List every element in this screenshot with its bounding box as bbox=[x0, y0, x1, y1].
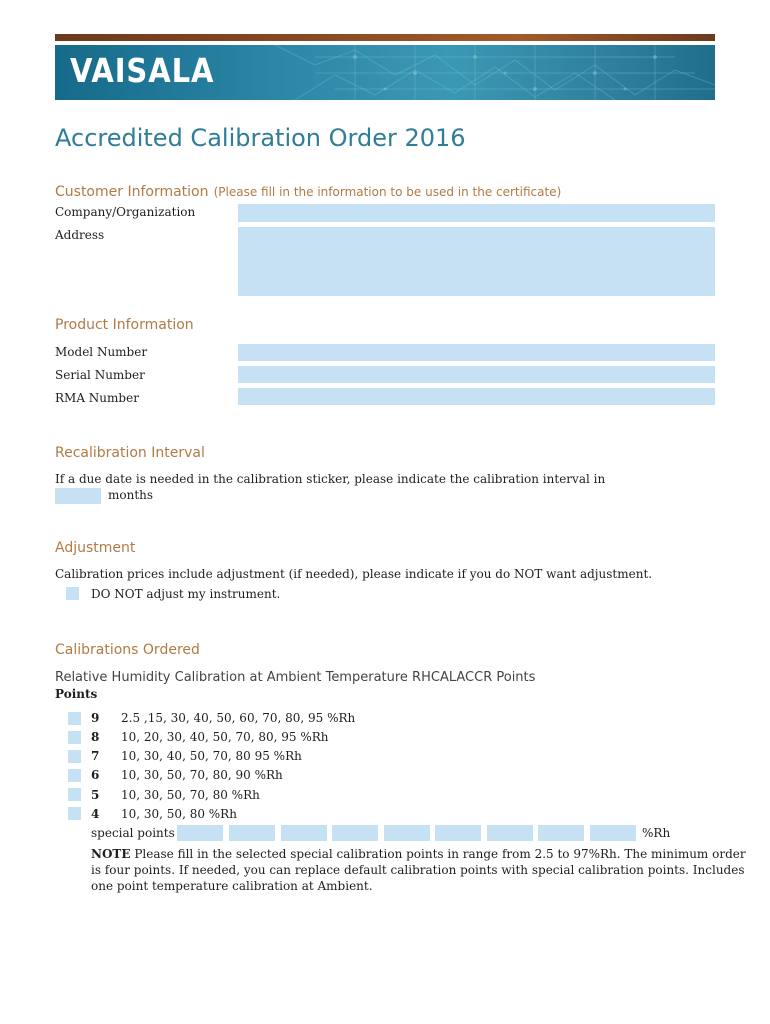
adjustment-text: Calibration prices include adjustment (if needed), please indicate if you do NOT want adjustment. bbox=[55, 567, 653, 581]
rh-calibration-subtitle: Relative Humidity Calibration at Ambient Temperature RHCALACCR Points bbox=[55, 670, 536, 685]
customer-section-note: (Please fill in the information to be used in the certificate) bbox=[213, 185, 562, 199]
option-5-points-checkbox[interactable] bbox=[68, 788, 81, 801]
special-point-field[interactable] bbox=[281, 825, 327, 841]
model-number-label: Model Number bbox=[55, 345, 148, 359]
note-line-3: one point temperature calibration at Ambient. bbox=[91, 879, 373, 893]
special-point-field[interactable] bbox=[332, 825, 378, 841]
recalibration-months-field[interactable] bbox=[55, 488, 101, 504]
special-point-field[interactable] bbox=[435, 825, 481, 841]
option-9-points-checkbox[interactable] bbox=[68, 712, 81, 725]
option-9-count: 9 bbox=[91, 711, 100, 725]
option-6-points: 10, 30, 50, 70, 80, 90 %Rh bbox=[121, 768, 283, 782]
product-section-title: Product Information bbox=[55, 317, 194, 333]
option-8-points: 10, 20, 30, 40, 50, 70, 80, 95 %Rh bbox=[121, 730, 329, 744]
option-8-points-checkbox[interactable] bbox=[68, 731, 81, 744]
special-point-field[interactable] bbox=[487, 825, 533, 841]
option-8-count: 8 bbox=[91, 730, 100, 744]
note-line-1: Please fill in the selected special calibration points in range from 2.5 to 97%Rh. The minimum order bbox=[134, 847, 746, 861]
points-label: Points bbox=[55, 687, 98, 701]
vaisala-logo: VAISALA bbox=[70, 51, 215, 90]
option-9-points: 2.5 ,15, 30, 40, 50, 60, 70, 80, 95 %Rh bbox=[121, 711, 356, 725]
calibrations-section-title: Calibrations Ordered bbox=[55, 642, 200, 658]
special-point-field[interactable] bbox=[384, 825, 430, 841]
recalibration-text: If a due date is needed in the calibration sticker, please indicate the calibration interval in bbox=[55, 472, 606, 486]
company-field[interactable] bbox=[238, 204, 715, 222]
option-5-points: 10, 30, 50, 70, 80 %Rh bbox=[121, 788, 260, 802]
special-points-unit: %Rh bbox=[642, 826, 671, 840]
no-adjust-label: DO NOT adjust my instrument. bbox=[91, 587, 281, 601]
address-label: Address bbox=[55, 228, 105, 242]
option-5-count: 5 bbox=[91, 788, 100, 802]
months-label: months bbox=[108, 488, 154, 502]
option-4-points-checkbox[interactable] bbox=[68, 807, 81, 820]
special-point-field[interactable] bbox=[229, 825, 275, 841]
option-4-points: 10, 30, 50, 80 %Rh bbox=[121, 807, 237, 821]
address-field[interactable] bbox=[238, 227, 715, 296]
adjustment-section-title: Adjustment bbox=[55, 540, 136, 556]
special-point-field[interactable] bbox=[590, 825, 636, 841]
recalibration-section-title: Recalibration Interval bbox=[55, 445, 205, 461]
customer-section-title: Customer Information bbox=[55, 184, 209, 200]
customer-section-header bbox=[55, 181, 561, 200]
header-banner bbox=[55, 45, 715, 100]
option-7-count: 7 bbox=[91, 749, 100, 763]
company-label: Company/Organization bbox=[55, 205, 196, 219]
model-number-field[interactable] bbox=[238, 344, 715, 361]
header-top-strip bbox=[55, 34, 715, 41]
option-4-count: 4 bbox=[91, 807, 100, 821]
special-point-field[interactable] bbox=[538, 825, 584, 841]
serial-number-field[interactable] bbox=[238, 366, 715, 383]
option-7-points: 10, 30, 40, 50, 70, 80 95 %Rh bbox=[121, 749, 302, 763]
note-line-2: is four points. If needed, you can replace default calibration points with special calibration points. Includes bbox=[91, 863, 745, 877]
serial-number-label: Serial Number bbox=[55, 368, 145, 382]
calibration-note bbox=[91, 846, 746, 894]
special-point-field[interactable] bbox=[177, 825, 223, 841]
rma-number-label: RMA Number bbox=[55, 391, 139, 405]
option-7-points-checkbox[interactable] bbox=[68, 750, 81, 763]
page-title: Accredited Calibration Order 2016 bbox=[55, 124, 466, 152]
note-label: NOTE bbox=[91, 847, 131, 861]
rma-number-field[interactable] bbox=[238, 388, 715, 405]
special-points-label: special points bbox=[91, 826, 175, 840]
option-6-points-checkbox[interactable] bbox=[68, 769, 81, 782]
no-adjust-checkbox[interactable] bbox=[66, 587, 79, 600]
option-6-count: 6 bbox=[91, 768, 100, 782]
